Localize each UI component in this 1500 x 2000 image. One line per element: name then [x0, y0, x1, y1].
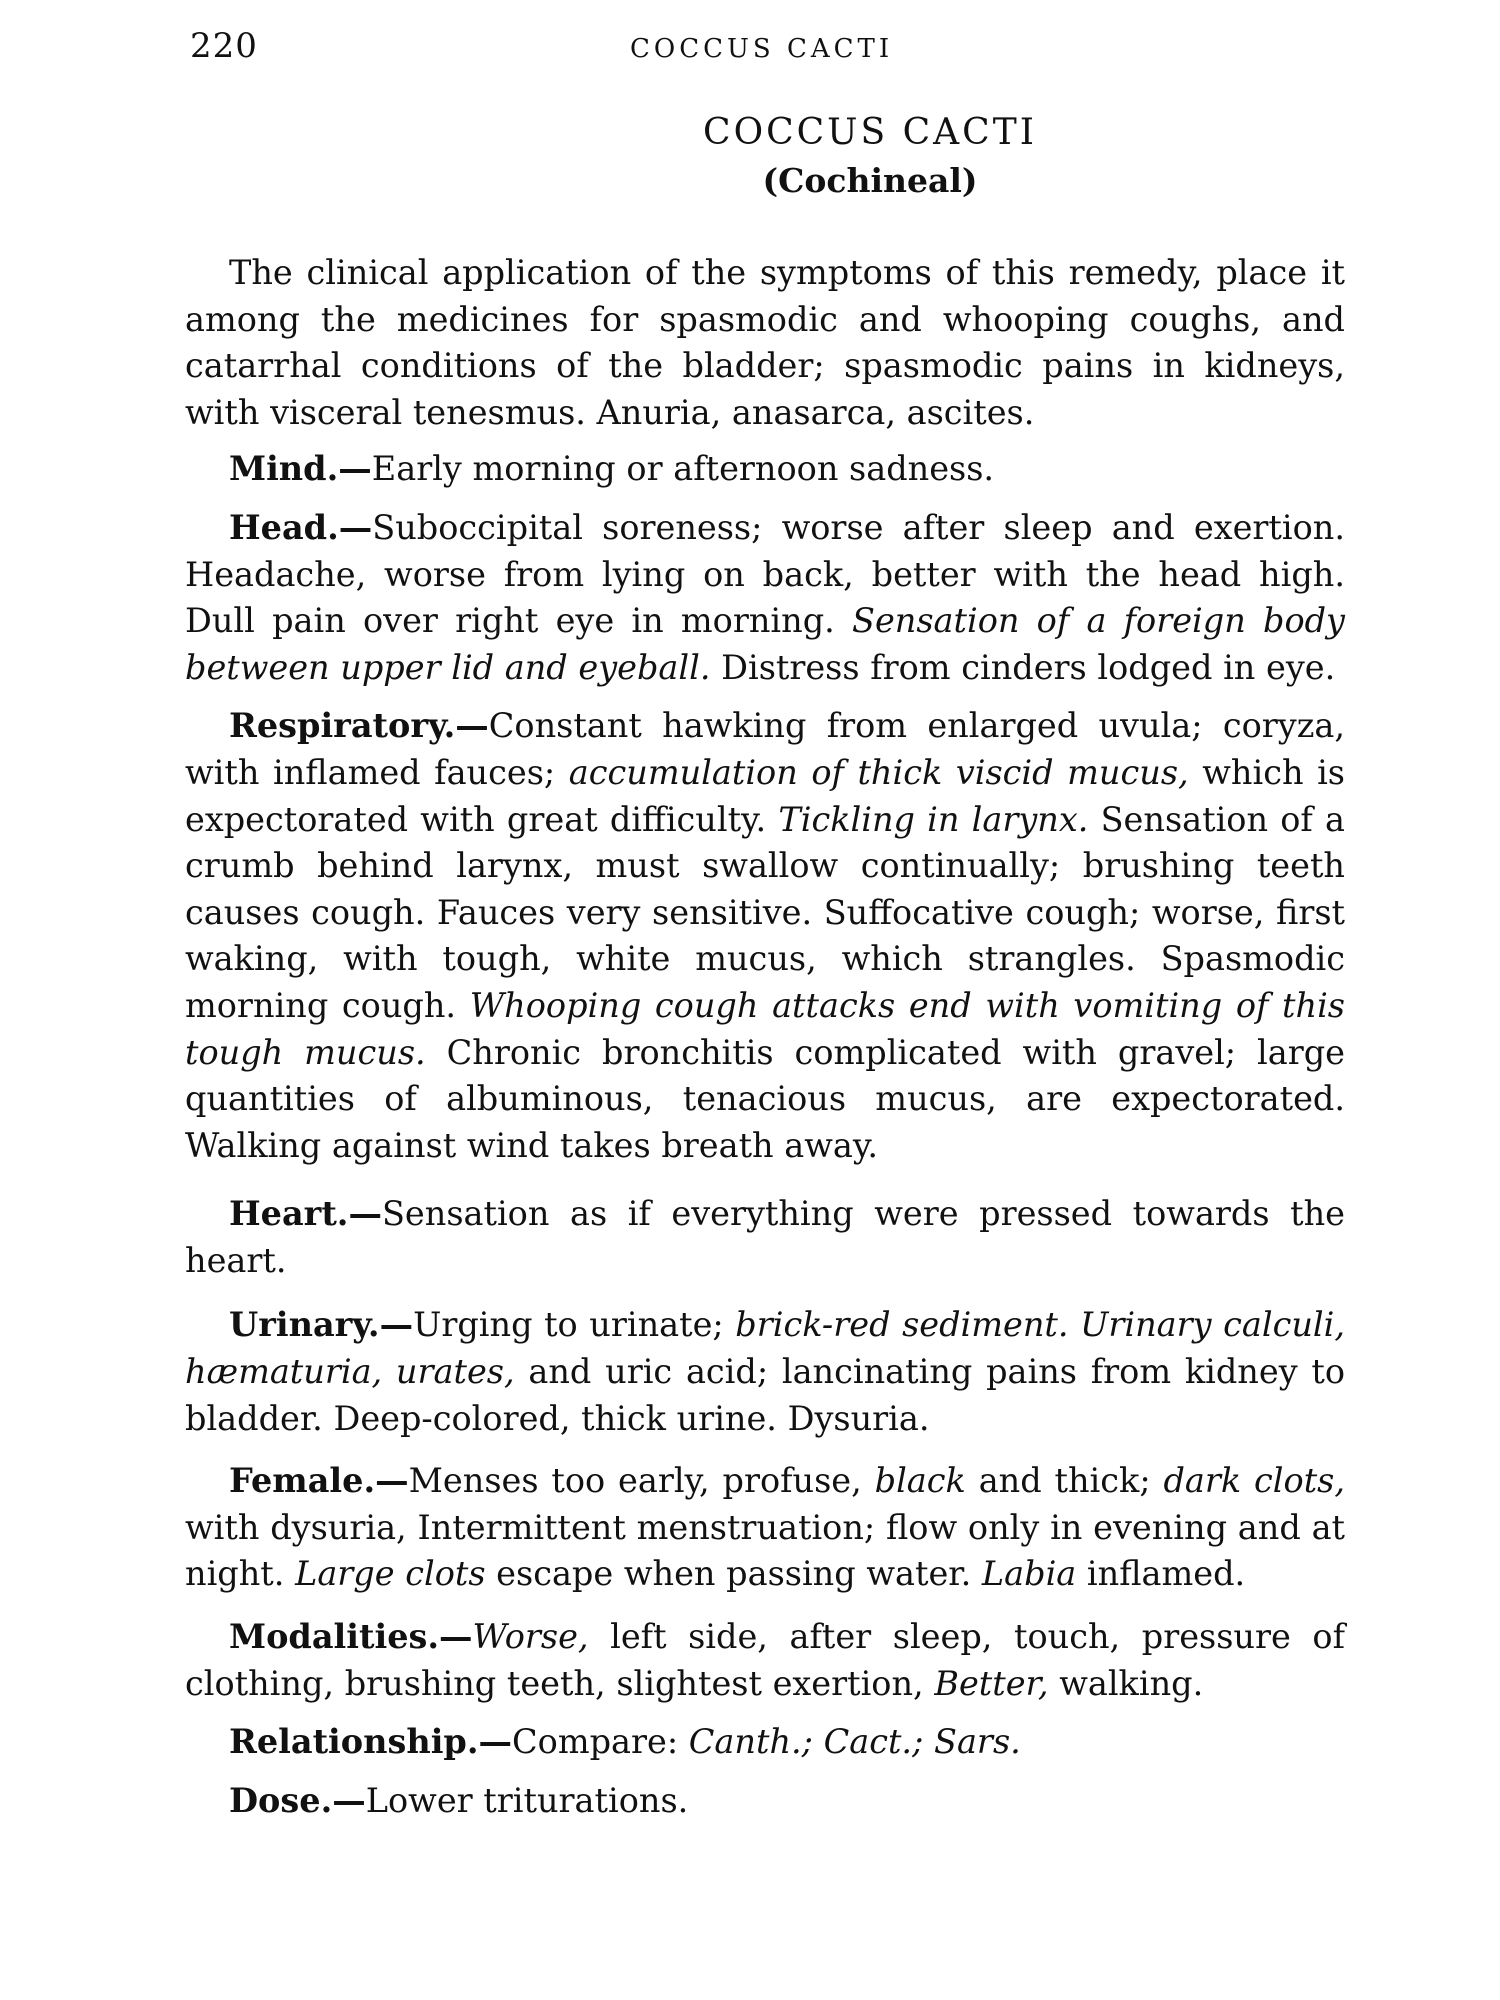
monograph-body — [185, 250, 1345, 1836]
page-number: 220 — [190, 26, 258, 66]
section-italic-text: Sensation of a foreign body between upper lid and eyeball. — [185, 601, 1345, 687]
section-label: Dose.— — [229, 1780, 366, 1820]
intro-paragraph: The clinical application of the symptoms of this remedy, place it among the medicines for spasmodic and whooping coughs, and catarrhal conditions of the bladder; spasmodic pains in kidneys, with visceral tenesmus. Anuria, anasarca, ascites. — [185, 253, 1345, 432]
section-text: which is expectorated with great difficulty. — [185, 752, 1345, 839]
section-italic-text: Large clots — [295, 1554, 486, 1594]
section-label: Urinary.— — [229, 1305, 414, 1345]
section-text: Menses too early, profuse, — [408, 1461, 875, 1501]
section-relationship — [185, 1719, 1345, 1766]
section-label: Heart.— — [229, 1194, 382, 1234]
section-text: inflamed. — [1076, 1554, 1246, 1594]
section-female — [185, 1458, 1345, 1598]
section-text: Sensation as if everything were pressed towards the heart. — [185, 1194, 1345, 1280]
section-dose — [185, 1778, 1345, 1825]
section-text: escape when passing water. — [485, 1554, 982, 1594]
running-title: COCCUS CACTI — [630, 34, 894, 64]
section-italic-text: dark clots, — [1163, 1461, 1345, 1501]
running-head — [190, 26, 1340, 86]
section-text: with dysuria, Intermittent menstruation; flow only in evening and at night. — [185, 1507, 1345, 1594]
section-text: walking. — [1048, 1663, 1204, 1703]
section-text: Urging to urinate; — [413, 1305, 736, 1345]
title-block — [0, 112, 1500, 200]
section-urinary — [185, 1302, 1345, 1442]
section-italic-text: black — [874, 1461, 966, 1501]
page-subtitle: (Cochineal) — [762, 161, 978, 200]
section-head — [185, 505, 1345, 691]
section-label: Head.— — [229, 507, 373, 547]
section-label: Relationship.— — [229, 1722, 513, 1762]
section-label: Female.— — [229, 1461, 409, 1501]
section-italic-text: Canth.; Cact.; Sars. — [688, 1722, 1021, 1762]
section-respiratory — [185, 703, 1345, 1169]
section-text: Early morning or afternoon sadness. — [371, 449, 995, 489]
section-text: and thick; — [965, 1461, 1164, 1501]
section-modalities — [185, 1614, 1345, 1707]
section-text: Sensation of a crumb behind larynx, must swallow continually; brushing teeth causes cough. Fauces very sensitive. Suffocative cough; worse, first waking, with tough, white mucus, which strangles. Spasmodic morning cough. — [185, 799, 1345, 1025]
section-italic-text: Labia — [981, 1554, 1077, 1594]
section-text: Suboccipital soreness; worse after sleep and exertion. Headache, worse from lying on back, better with the head high. Dull pain over right eye in morning. — [185, 507, 1345, 641]
section-text: Constant hawking from enlarged uvula; coryza, with inflamed fauces; — [185, 706, 1345, 792]
section-text: left side, after sleep, touch, pressure of clothing, brushing teeth, slightest exertion, — [185, 1617, 1345, 1703]
section-text: Chronic bronchitis complicated with gravel; large quantities of albuminous, tenacious mucus, are expectorated. Walking against wind takes breath away. — [185, 1032, 1345, 1165]
section-text: Distress from cinders lodged in eye. — [710, 647, 1336, 687]
section-italic-text: Worse, — [472, 1617, 589, 1657]
section-italic-text: Whooping cough attacks end with vomiting of this tough mucus. — [185, 985, 1345, 1072]
section-label: Respiratory.— — [229, 706, 489, 746]
section-label: Modalities.— — [229, 1617, 473, 1657]
section-heart — [185, 1191, 1345, 1284]
page-title: COCCUS CACTI — [703, 112, 1037, 153]
section-text: Compare: — [512, 1722, 689, 1762]
section-italic-text: brick-red sediment. Urinary calculi, hæmaturia, urates, — [185, 1305, 1345, 1392]
section-italic-text: Tickling in larynx. — [778, 799, 1089, 839]
section-italic-text: accumulation of thick viscid mucus, — [568, 752, 1189, 792]
section-text: Lower triturations. — [365, 1780, 689, 1820]
section-text: and uric acid; lancinating pains from kidney to bladder. Deep-colored, thick urine. Dysuria. — [185, 1352, 1346, 1438]
section-mind — [185, 446, 1345, 493]
section-label: Mind.— — [229, 449, 372, 489]
section-italic-text: Better, — [934, 1663, 1049, 1703]
